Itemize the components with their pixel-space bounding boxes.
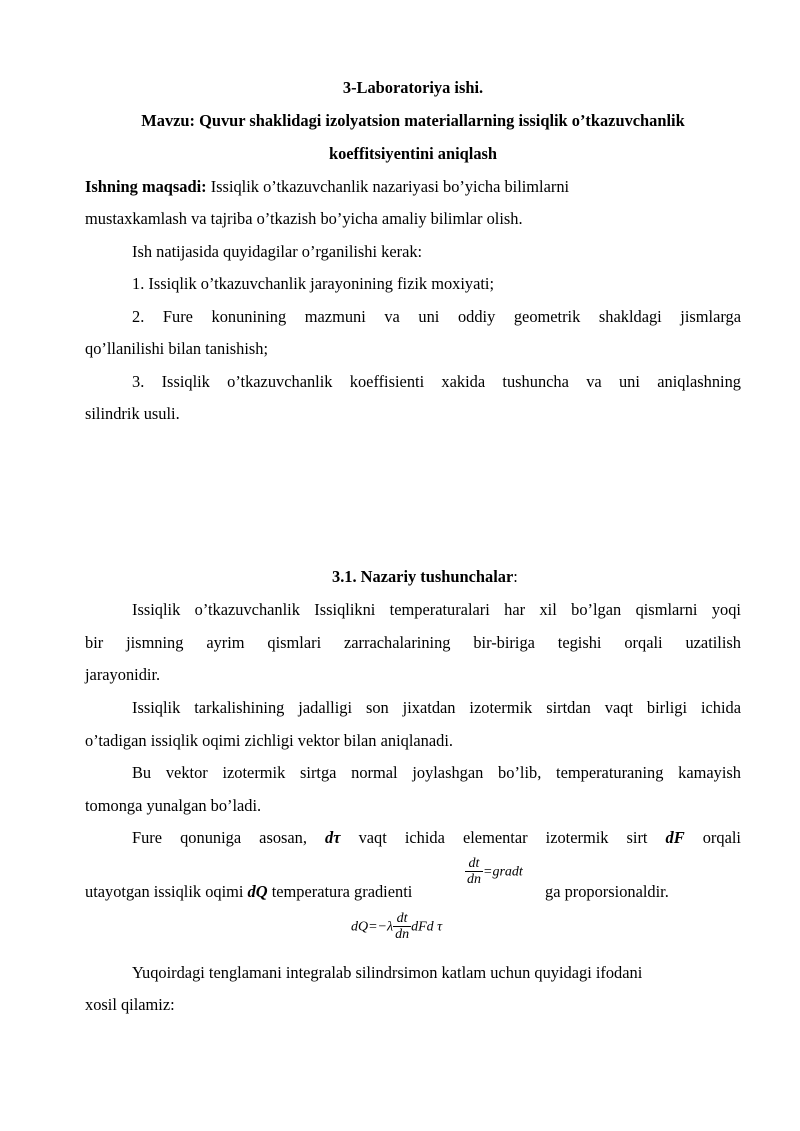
symbol-dtau: dτ xyxy=(325,828,341,847)
lab-title: 3-Laboratoriya ishi. xyxy=(342,78,484,97)
goal-line-1 xyxy=(85,177,741,197)
topic-line-2: koeffitsiyentini aniqlash xyxy=(328,144,498,163)
section-heading-text: 3.1. Nazariy tushunchalar xyxy=(332,567,514,586)
para-4-text-f: ga proporsionaldir. xyxy=(545,882,669,901)
para-4-text-d: utayotgan issiqlik oqimi xyxy=(85,882,248,901)
gradient-numerator: dt xyxy=(465,856,483,872)
tasks-intro: Ish natijasida quyidagilar o’rganilishi kerak: xyxy=(132,242,423,261)
equation-numerator: dt xyxy=(393,911,411,927)
para-4-text-a: Fure qonuniga asosan, xyxy=(132,828,307,847)
task-item-2-line-2: qo’llanilishi bilan tanishish; xyxy=(85,339,269,358)
equation-lhs: dQ=−λ xyxy=(351,919,394,935)
symbol-dF: dF xyxy=(665,828,685,847)
fourier-equation xyxy=(351,911,442,942)
topic-line-1: Mavzu: Quvur shaklidagi izolyatsion materiallarning issiqlik o’tkazuvchanlik xyxy=(141,111,685,130)
equation-fraction xyxy=(393,911,411,942)
gradient-rhs: =gradt xyxy=(483,864,523,880)
para-2-line-1: Issiqlik tarkalishining jadalligi son jixatdan izotermik sirtdan vaqt birligi ichida xyxy=(132,698,741,717)
para-2-line-2: o’tadigan issiqlik oqimi zichligi vektor bilan aniqlanadi. xyxy=(85,731,453,750)
para-4-text-c: orqali xyxy=(702,828,741,847)
para-4-line-1 xyxy=(85,828,741,848)
para-4-text-b: vaqt ichida elementar izotermik sirt xyxy=(358,828,648,847)
task-item-2-line-1: 2. Fure konunining mazmuni va uni oddiy geometrik shakldagi jismlarga xyxy=(132,307,741,326)
section-heading-colon: : xyxy=(513,567,518,586)
para-1-line-1: Issiqlik o’tkazuvchanlik Issiqlikni temperaturalari har xil bo’lgan qismlarni yoqi xyxy=(132,600,741,619)
gradient-formula xyxy=(465,856,523,887)
para-5-line-2: xosil qilamiz: xyxy=(85,995,175,1014)
para-5-line-1: Yuqoirdagi tenglamani integralab silindrsimon katlam uchun quyidagi ifodani xyxy=(132,963,643,982)
gradient-fraction xyxy=(465,856,483,887)
para-3-line-1: Bu vektor izotermik sirtga normal joylashgan bo’lib, temperaturaning kamayish xyxy=(132,763,741,782)
goal-text-1: Issiqlik o’tkazuvchanlik nazariyasi bo’yicha bilimlarni xyxy=(206,177,570,196)
section-heading xyxy=(332,567,518,587)
gradient-denominator: dn xyxy=(467,872,481,887)
task-item-3-line-2: silindrik usuli. xyxy=(85,404,180,423)
para-1-line-2: bir jismning ayrim qismlari zarrachalarining bir-biriga tegishi orqali uzatilish xyxy=(85,633,741,652)
goal-line-2: mustaxkamlash va tajriba o’tkazish bo’yicha amaliy bilimlar olish. xyxy=(85,209,523,228)
symbol-dQ: dQ xyxy=(247,882,268,901)
equation-denominator: dn xyxy=(395,927,410,942)
goal-label: Ishning maqsadi: xyxy=(85,177,207,196)
task-item-3-line-1: 3. Issiqlik o’tkazuvchanlik koeffisienti xakida tushuncha va uni aniqlashning xyxy=(132,372,741,391)
para-3-line-2: tomonga yunalgan bo’ladi. xyxy=(85,796,262,815)
para-4-text-e: temperatura gradienti xyxy=(267,882,413,901)
para-1-line-3: jarayonidir. xyxy=(85,665,161,684)
equation-rhs: dFd τ xyxy=(411,919,443,935)
task-item-1: 1. Issiqlik o’tkazuvchanlik jarayonining fizik moxiyati; xyxy=(132,274,495,293)
